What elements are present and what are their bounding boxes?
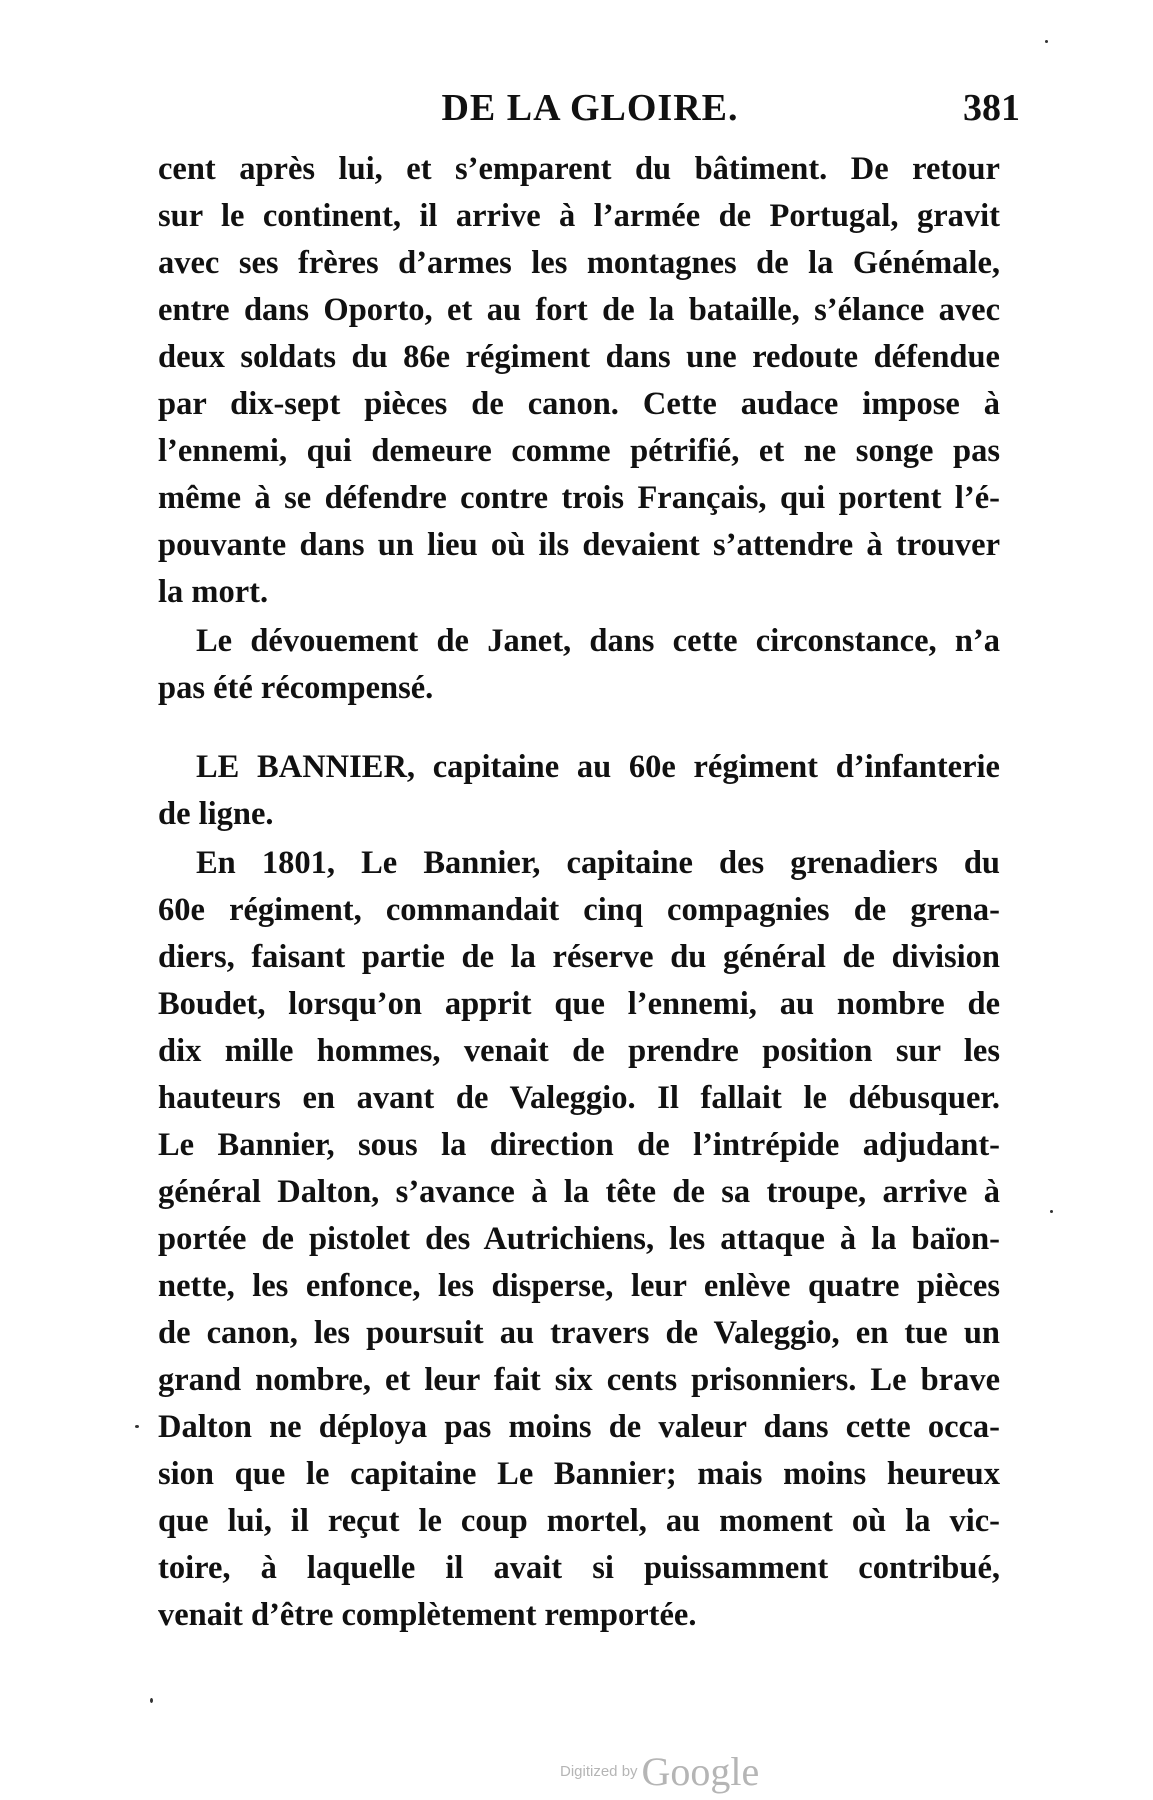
text-line: toire, à laquelle il avait si puissamment contribué, xyxy=(158,1550,1000,1586)
text-line: hauteurs en avant de Valeggio. Il fallait le débusquer. xyxy=(158,1080,1000,1116)
text-line: sion que le capitaine Le Bannier; mais moins heureux xyxy=(158,1456,1000,1492)
text-line: 60e régiment, commandait cinq compagnies de grena- xyxy=(158,892,1000,928)
page-number: 381 xyxy=(963,87,1020,129)
scan-speck xyxy=(150,1698,153,1703)
text-line: deux soldats du 86e régiment dans une redoute défendue xyxy=(158,339,1000,375)
scan-speck xyxy=(1050,1210,1053,1213)
text-line: grand nombre, et leur fait six cents prisonniers. Le brave xyxy=(158,1362,1000,1398)
text-line: Le dévouement de Janet, dans cette circonstance, n’a xyxy=(196,623,1000,659)
text-line: portée de pistolet des Autrichiens, les attaque à la baïon- xyxy=(158,1221,1000,1257)
digitized-watermark xyxy=(560,1748,800,1792)
watermark-brand: Google xyxy=(641,1749,760,1794)
paragraph-janet xyxy=(158,618,1000,712)
text-line: pas été récompensé. xyxy=(158,670,434,706)
paragraph-le-bannier xyxy=(158,840,1000,1639)
body-text xyxy=(158,146,1000,1639)
text-line: dix mille hommes, venait de prendre position sur les xyxy=(158,1033,1000,1069)
text-line: En 1801, Le Bannier, capitaine des grenadiers du xyxy=(196,845,1000,881)
text-line: par dix-sept pièces de canon. Cette audace impose à xyxy=(158,386,1000,422)
text-line: entre dans Oporto, et au fort de la bataille, s’élance avec xyxy=(158,292,1000,328)
text-line: nette, les enfonce, les disperse, leur enlève quatre pièces xyxy=(158,1268,1000,1304)
paragraph-continuation xyxy=(158,146,1000,616)
text-line: de ligne. xyxy=(158,796,274,832)
text-line: même à se défendre contre trois Français, qui portent l’é- xyxy=(158,480,1000,516)
page-header xyxy=(160,78,1020,138)
text-line: sur le continent, il arrive à l’armée de Portugal, gravit xyxy=(158,198,1000,234)
running-title: DE LA GLOIRE. xyxy=(441,87,739,129)
watermark-prefix: Digitized by xyxy=(560,1763,638,1780)
text-line: Boudet, lorsqu’on apprit que l’ennemi, au nombre de xyxy=(158,986,1000,1022)
text-line: diers, faisant partie de la réserve du général de division xyxy=(158,939,1000,975)
text-line: la mort. xyxy=(158,574,269,610)
text-line: pouvante dans un lieu où ils devaient s’attendre à trouver xyxy=(158,527,1000,563)
text-line: de canon, les poursuit au travers de Valeggio, en tue un xyxy=(158,1315,1000,1351)
text-line: LE BANNIER, capitaine au 60e régiment d’infanterie xyxy=(196,749,1000,785)
scan-speck xyxy=(135,1425,139,1428)
text-line: l’ennemi, qui demeure comme pétrifié, et ne songe pas xyxy=(158,433,1000,469)
scan-speck xyxy=(1045,40,1048,43)
section-heading-le-bannier xyxy=(158,744,1000,838)
text-line: que lui, il reçut le coup mortel, au moment où la vic- xyxy=(158,1503,1000,1539)
text-line: général Dalton, s’avance à la tête de sa troupe, arrive à xyxy=(158,1174,1000,1210)
text-line: venait d’être complètement remportée. xyxy=(158,1597,697,1633)
text-line: Le Bannier, sous la direction de l’intrépide adjudant- xyxy=(158,1127,1000,1163)
text-line: avec ses frères d’armes les montagnes de la Génémale, xyxy=(158,245,1000,281)
text-line: Dalton ne déploya pas moins de valeur dans cette occa- xyxy=(158,1409,1000,1445)
text-line: cent après lui, et s’emparent du bâtiment. De retour xyxy=(158,151,1000,187)
